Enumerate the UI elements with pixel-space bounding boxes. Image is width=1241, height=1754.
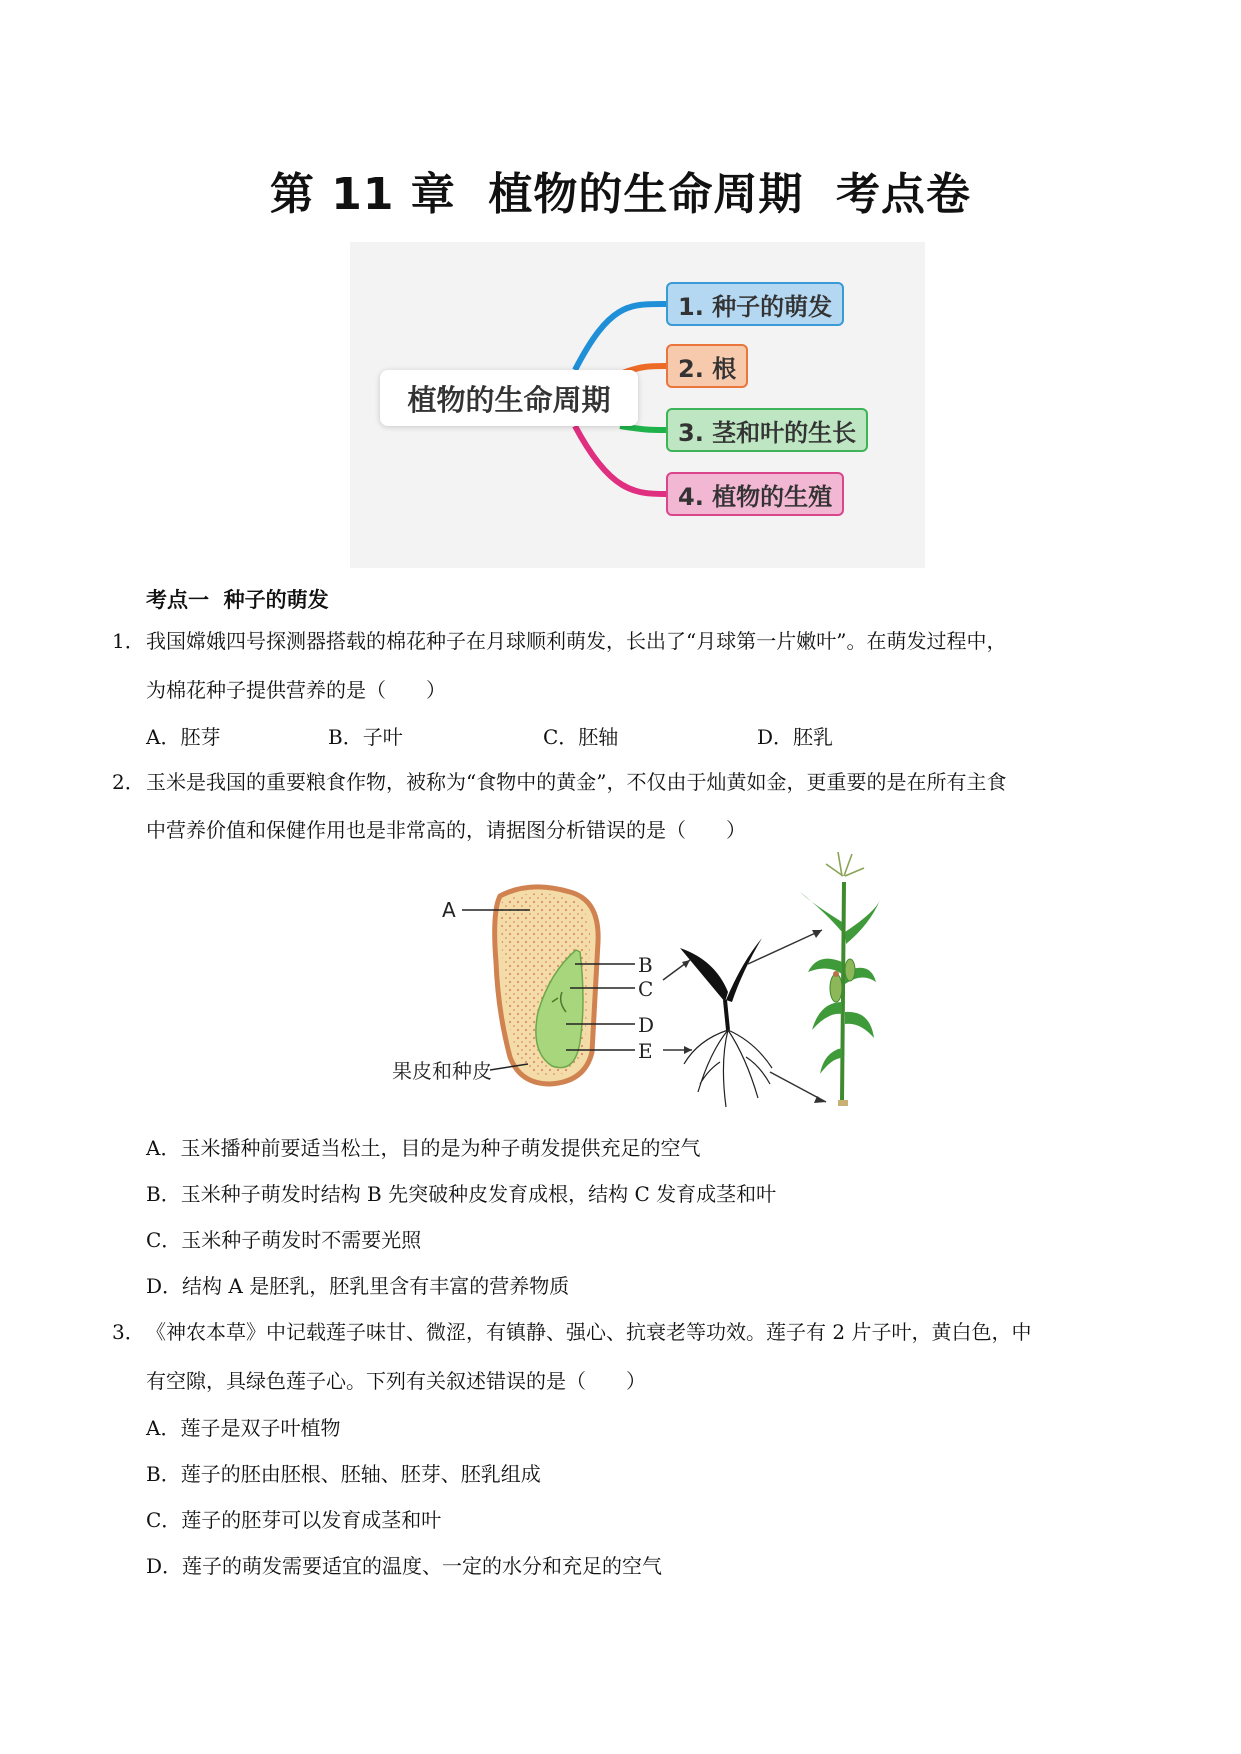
corn-tassel [826, 852, 864, 876]
section-heading: 考点一 种子的萌发 [146, 588, 329, 612]
mindmap-root: 植物的生命周期 [380, 370, 638, 426]
option-d: D．胚乳 [757, 725, 834, 749]
question-text-line: 玉米是我国的重要粮食作物，被称为“食物中的黄金”，不仅由于灿黄如金，更重要的是在所有主食 [146, 770, 1007, 794]
page-title: 第 11 章 植物的生命周期 考点卷 [269, 169, 972, 220]
question-text-line: 《神农本草》中记载莲子味甘、微涩，有镇静、强心、抗衰老等功效。莲子有 2 片子叶，黄白色，中 [146, 1320, 1032, 1344]
label-caption: 果皮和种皮 [392, 1059, 492, 1083]
option-b: B．子叶 [328, 725, 403, 749]
seedling-leaf-left [680, 948, 728, 1002]
option-b: B．玉米种子萌发时结构 B 先突破种皮发育成根，结构 C 发育成茎和叶 [146, 1182, 777, 1206]
corn-ear [830, 974, 842, 1002]
arrow-2-head [684, 1046, 692, 1054]
mindmap-branch-3: 3. 茎和叶的生长 [666, 408, 868, 452]
corn-leaf [812, 1002, 842, 1030]
label-c: C [638, 977, 654, 1001]
option-d: D．结构 A 是胚乳，胚乳里含有丰富的营养物质 [146, 1274, 570, 1298]
option-a: A．胚芽 [146, 725, 221, 749]
corn-figure-svg [380, 852, 880, 1114]
label-d: D [638, 1013, 655, 1037]
mindmap-branch-2: 2. 根 [666, 344, 748, 388]
connector-4 [575, 426, 666, 494]
question-text-line: 有空隙，具绿色莲子心。下列有关叙述错误的是（ ） [146, 1369, 646, 1393]
option-b: B．莲子的胚由胚根、胚轴、胚芽、胚乳组成 [146, 1462, 541, 1486]
question-number: 1． [112, 629, 145, 653]
mindmap-branch-1: 1. 种子的萌发 [666, 282, 844, 326]
option-c: C．莲子的胚芽可以发育成茎和叶 [146, 1508, 442, 1532]
arrow-3 [748, 930, 822, 964]
arrow-1-head [682, 960, 690, 968]
connector-1 [575, 304, 666, 370]
corn-germination-figure [380, 852, 880, 1114]
option-a: A．玉米播种前要适当松土，目的是为种子萌发提供充足的空气 [146, 1136, 701, 1160]
seedling-roots [684, 1030, 772, 1107]
corn-silk [833, 971, 839, 977]
corn-base [838, 1100, 848, 1106]
corn-leaf [845, 1012, 874, 1038]
label-b: B [638, 953, 653, 977]
seedling-leaf-right [726, 938, 762, 1002]
corn-leaf [820, 1048, 842, 1074]
option-a: A．莲子是双子叶植物 [146, 1416, 341, 1440]
corn-ear [845, 959, 855, 981]
label-e: E [638, 1039, 653, 1063]
option-c: C．胚轴 [543, 725, 619, 749]
connector-3 [620, 426, 666, 430]
question-text-line: 我国嫦娥四号探测器搭载的棉花种子在月球顺利萌发，长出了“月球第一片嫩叶”。在萌发过程中， [146, 629, 1007, 653]
mindmap-image [350, 242, 925, 568]
mindmap-branch-4: 4. 植物的生殖 [666, 472, 844, 516]
label-a: A [442, 898, 456, 922]
option-d: D．莲子的萌发需要适宜的温度、一定的水分和充足的空气 [146, 1554, 663, 1578]
seedling-stem [725, 1000, 728, 1030]
question-text-line: 中营养价值和保健作用也是非常高的，请据图分析错误的是（ ） [146, 818, 746, 842]
question-number: 3． [112, 1320, 145, 1344]
corn-leaf [800, 892, 842, 932]
option-c: C．玉米种子萌发时不需要光照 [146, 1228, 422, 1252]
corn-leaf [845, 900, 880, 944]
question-number: 2． [112, 770, 145, 794]
question-text-line: 为棉花种子提供营养的是（ ） [146, 678, 446, 702]
corn-stalk [842, 882, 844, 1102]
